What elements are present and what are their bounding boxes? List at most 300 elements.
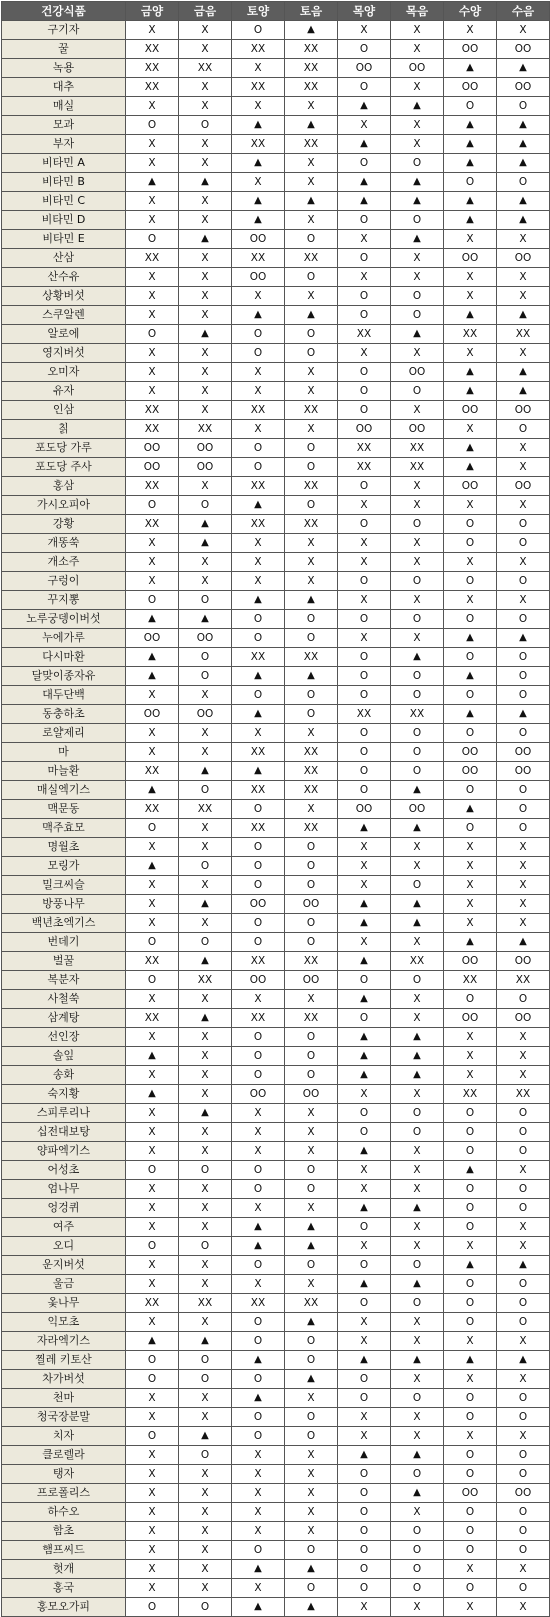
suitability-cell: X xyxy=(126,572,179,591)
suitability-cell: X xyxy=(391,135,444,154)
suitability-cell: XX xyxy=(338,439,391,458)
table-row xyxy=(2,762,550,781)
suitability-cell: X xyxy=(232,572,285,591)
suitability-cell: X xyxy=(126,1522,179,1541)
suitability-cell: O xyxy=(391,686,444,705)
suitability-cell: ▲ xyxy=(232,496,285,515)
suitability-cell: O xyxy=(285,344,338,363)
food-name-cell: 찔레 키토산 xyxy=(2,1351,126,1370)
suitability-cell: ▲ xyxy=(338,914,391,933)
suitability-cell: O xyxy=(338,648,391,667)
suitability-cell: X xyxy=(232,1199,285,1218)
suitability-cell: O xyxy=(444,1123,497,1142)
suitability-cell: X xyxy=(126,1484,179,1503)
suitability-cell: OO xyxy=(444,1484,497,1503)
suitability-cell: O xyxy=(497,420,550,439)
table-row xyxy=(2,154,550,173)
suitability-cell: O xyxy=(338,363,391,382)
table-row xyxy=(2,743,550,762)
suitability-cell: O xyxy=(285,458,338,477)
suitability-cell: O xyxy=(232,876,285,895)
suitability-cell: O xyxy=(232,914,285,933)
suitability-cell: O xyxy=(285,1028,338,1047)
table-row xyxy=(2,914,550,933)
suitability-cell: ▲ xyxy=(179,173,232,192)
suitability-cell: ▲ xyxy=(232,306,285,325)
food-name-cell: 명월초 xyxy=(2,838,126,857)
suitability-cell: O xyxy=(179,591,232,610)
food-name-cell: 차가버섯 xyxy=(2,1370,126,1389)
suitability-cell: X xyxy=(126,1560,179,1579)
suitability-cell: O xyxy=(391,1522,444,1541)
table-row xyxy=(2,1427,550,1446)
suitability-cell: X xyxy=(126,1313,179,1332)
suitability-cell: X xyxy=(179,78,232,97)
suitability-cell: OO xyxy=(126,705,179,724)
suitability-cell: X xyxy=(497,1332,550,1351)
table-row xyxy=(2,192,550,211)
suitability-cell: XX xyxy=(285,135,338,154)
suitability-cell: XX xyxy=(232,477,285,496)
suitability-cell: X xyxy=(179,743,232,762)
suitability-cell: O xyxy=(285,914,338,933)
suitability-cell: O xyxy=(285,1332,338,1351)
suitability-cell: O xyxy=(391,762,444,781)
food-name-cell: 어성초 xyxy=(2,1161,126,1180)
suitability-cell: O xyxy=(232,1332,285,1351)
suitability-cell: X xyxy=(338,344,391,363)
suitability-cell: X xyxy=(126,344,179,363)
suitability-cell: XX xyxy=(285,515,338,534)
suitability-cell: O xyxy=(497,1408,550,1427)
suitability-cell: ▲ xyxy=(179,952,232,971)
food-name-cell: 복분자 xyxy=(2,971,126,990)
suitability-cell: X xyxy=(126,1579,179,1598)
suitability-cell: X xyxy=(497,287,550,306)
suitability-cell: X xyxy=(285,1104,338,1123)
suitability-cell: X xyxy=(179,154,232,173)
suitability-cell: OO xyxy=(391,800,444,819)
suitability-cell: O xyxy=(338,40,391,59)
suitability-cell: X xyxy=(391,1009,444,1028)
suitability-cell: X xyxy=(391,116,444,135)
suitability-cell: O xyxy=(285,857,338,876)
suitability-cell: X xyxy=(338,1313,391,1332)
table-row xyxy=(2,895,550,914)
food-name-cell: 송화 xyxy=(2,1066,126,1085)
suitability-cell: XX xyxy=(232,40,285,59)
food-name-cell: 매실엑기스 xyxy=(2,781,126,800)
suitability-cell: X xyxy=(497,553,550,572)
suitability-cell: O xyxy=(444,1522,497,1541)
suitability-cell: X xyxy=(391,40,444,59)
suitability-cell: O xyxy=(232,1541,285,1560)
suitability-cell: O xyxy=(391,971,444,990)
suitability-cell: X xyxy=(391,1503,444,1522)
food-name-cell: 달맞이종자유 xyxy=(2,667,126,686)
suitability-cell: O xyxy=(391,1294,444,1313)
suitability-cell: O xyxy=(232,325,285,344)
suitability-cell: X xyxy=(285,382,338,401)
table-row xyxy=(2,1370,550,1389)
food-name-cell: 솔잎 xyxy=(2,1047,126,1066)
suitability-cell: O xyxy=(285,1408,338,1427)
suitability-cell: ▲ xyxy=(338,895,391,914)
table-row xyxy=(2,59,550,78)
suitability-cell: ▲ xyxy=(285,1237,338,1256)
food-name-cell: 꾸지뽕 xyxy=(2,591,126,610)
suitability-cell: XX xyxy=(126,78,179,97)
suitability-cell: O xyxy=(232,800,285,819)
suitability-cell: O xyxy=(444,1579,497,1598)
suitability-cell: XX xyxy=(179,800,232,819)
suitability-cell: XX xyxy=(285,819,338,838)
suitability-cell: X xyxy=(232,1522,285,1541)
suitability-cell: X xyxy=(338,933,391,952)
suitability-cell: X xyxy=(338,1085,391,1104)
food-name-cell: 비타민 E xyxy=(2,230,126,249)
suitability-cell: X xyxy=(126,306,179,325)
suitability-cell: X xyxy=(497,1370,550,1389)
suitability-cell: X xyxy=(391,1180,444,1199)
table-row xyxy=(2,1560,550,1579)
suitability-cell: X xyxy=(126,1389,179,1408)
suitability-cell: XX xyxy=(497,1085,550,1104)
suitability-cell: OO xyxy=(232,895,285,914)
suitability-cell: O xyxy=(338,1541,391,1560)
suitability-cell: X xyxy=(179,819,232,838)
suitability-cell: O xyxy=(338,1579,391,1598)
suitability-cell: O xyxy=(179,648,232,667)
suitability-cell: O xyxy=(444,534,497,553)
suitability-cell: O xyxy=(444,97,497,116)
suitability-cell: O xyxy=(391,1560,444,1579)
suitability-cell: X xyxy=(497,21,550,40)
suitability-cell: XX xyxy=(126,515,179,534)
table-row xyxy=(2,21,550,40)
suitability-cell: O xyxy=(338,1104,391,1123)
suitability-cell: OO xyxy=(232,268,285,287)
suitability-cell: XX xyxy=(444,971,497,990)
suitability-cell: O xyxy=(497,1313,550,1332)
suitability-cell: O xyxy=(391,1465,444,1484)
suitability-cell: ▲ xyxy=(391,1199,444,1218)
table-row xyxy=(2,610,550,629)
suitability-cell: OO xyxy=(444,401,497,420)
suitability-cell: X xyxy=(126,1199,179,1218)
suitability-cell: X xyxy=(179,306,232,325)
suitability-cell: X xyxy=(444,344,497,363)
suitability-cell: X xyxy=(391,534,444,553)
suitability-cell: O xyxy=(444,724,497,743)
suitability-cell: O xyxy=(497,1104,550,1123)
suitability-cell: X xyxy=(179,572,232,591)
suitability-cell: O xyxy=(444,1541,497,1560)
suitability-cell: ▲ xyxy=(444,116,497,135)
suitability-cell: X xyxy=(232,534,285,553)
suitability-cell: X xyxy=(285,553,338,572)
suitability-cell: XX xyxy=(179,59,232,78)
suitability-cell: O xyxy=(444,515,497,534)
suitability-cell: X xyxy=(444,496,497,515)
suitability-cell: X xyxy=(338,591,391,610)
suitability-cell: ▲ xyxy=(179,230,232,249)
food-name-cell: 부자 xyxy=(2,135,126,154)
suitability-cell: ▲ xyxy=(497,306,550,325)
suitability-cell: O xyxy=(444,1218,497,1237)
table-row xyxy=(2,1294,550,1313)
suitability-cell: O xyxy=(232,344,285,363)
suitability-cell: O xyxy=(179,1446,232,1465)
suitability-cell: ▲ xyxy=(444,135,497,154)
suitability-cell: O xyxy=(126,1427,179,1446)
suitability-cell: X xyxy=(179,1579,232,1598)
suitability-cell: X xyxy=(179,876,232,895)
suitability-cell: O xyxy=(444,1408,497,1427)
suitability-cell: X xyxy=(179,287,232,306)
suitability-cell: X xyxy=(126,914,179,933)
table-row xyxy=(2,1275,550,1294)
suitability-cell: O xyxy=(338,1370,391,1389)
suitability-cell: X xyxy=(497,1161,550,1180)
suitability-cell: OO xyxy=(444,952,497,971)
suitability-cell: ▲ xyxy=(391,1047,444,1066)
food-name-cell: 익모초 xyxy=(2,1313,126,1332)
table-row xyxy=(2,1446,550,1465)
suitability-cell: XX xyxy=(285,648,338,667)
suitability-cell: X xyxy=(126,895,179,914)
suitability-cell: ▲ xyxy=(444,59,497,78)
food-name-cell: 알로에 xyxy=(2,325,126,344)
suitability-cell: X xyxy=(391,78,444,97)
suitability-cell: ▲ xyxy=(391,1484,444,1503)
suitability-cell: O xyxy=(126,1598,179,1617)
table-row xyxy=(2,1522,550,1541)
suitability-cell: O xyxy=(126,1351,179,1370)
food-name-cell: 누에가루 xyxy=(2,629,126,648)
suitability-cell: X xyxy=(232,1465,285,1484)
suitability-cell: O xyxy=(285,1256,338,1275)
header-health-food: 건강식품 xyxy=(2,2,126,21)
suitability-cell: O xyxy=(444,1503,497,1522)
table-row xyxy=(2,876,550,895)
suitability-cell: O xyxy=(232,1408,285,1427)
table-row xyxy=(2,40,550,59)
table-row xyxy=(2,1085,550,1104)
suitability-cell: X xyxy=(126,211,179,230)
suitability-cell: OO xyxy=(497,1484,550,1503)
suitability-cell: O xyxy=(338,1522,391,1541)
food-name-cell: 하수오 xyxy=(2,1503,126,1522)
suitability-cell: ▲ xyxy=(232,1389,285,1408)
suitability-cell: O xyxy=(391,1579,444,1598)
suitability-cell: O xyxy=(285,439,338,458)
suitability-cell: ▲ xyxy=(285,192,338,211)
suitability-cell: OO xyxy=(285,971,338,990)
suitability-cell: X xyxy=(497,876,550,895)
suitability-cell: X xyxy=(232,553,285,572)
suitability-cell: ▲ xyxy=(338,135,391,154)
suitability-cell: XX xyxy=(232,781,285,800)
suitability-cell: ▲ xyxy=(179,325,232,344)
suitability-cell: X xyxy=(126,838,179,857)
suitability-cell: O xyxy=(391,1123,444,1142)
suitability-cell: O xyxy=(497,1465,550,1484)
suitability-cell: X xyxy=(444,591,497,610)
suitability-cell: O xyxy=(285,876,338,895)
suitability-cell: X xyxy=(391,1408,444,1427)
suitability-cell: X xyxy=(338,1427,391,1446)
suitability-cell: ▲ xyxy=(444,382,497,401)
suitability-cell: O xyxy=(232,1047,285,1066)
suitability-cell: ▲ xyxy=(338,1199,391,1218)
food-name-cell: 프로폴리스 xyxy=(2,1484,126,1503)
suitability-cell: XX xyxy=(391,705,444,724)
suitability-cell: X xyxy=(497,1237,550,1256)
suitability-cell: ▲ xyxy=(285,1560,338,1579)
suitability-cell: ▲ xyxy=(497,135,550,154)
suitability-cell: O xyxy=(285,705,338,724)
suitability-cell: XX xyxy=(126,249,179,268)
suitability-cell: ▲ xyxy=(126,781,179,800)
table-row xyxy=(2,1313,550,1332)
table-row xyxy=(2,667,550,686)
suitability-cell: O xyxy=(497,781,550,800)
table-row xyxy=(2,952,550,971)
table-row xyxy=(2,1256,550,1275)
suitability-cell: X xyxy=(126,1256,179,1275)
suitability-cell: ▲ xyxy=(497,1256,550,1275)
food-name-cell: 선인장 xyxy=(2,1028,126,1047)
suitability-cell: O xyxy=(126,116,179,135)
suitability-cell: O xyxy=(391,667,444,686)
suitability-cell: OO xyxy=(232,230,285,249)
suitability-cell: O xyxy=(232,1427,285,1446)
table-row xyxy=(2,1180,550,1199)
suitability-cell: X xyxy=(497,458,550,477)
suitability-cell: X xyxy=(126,192,179,211)
suitability-cell: O xyxy=(232,857,285,876)
suitability-cell: O xyxy=(497,97,550,116)
table-row xyxy=(2,800,550,819)
suitability-cell: X xyxy=(232,382,285,401)
suitability-cell: X xyxy=(232,1104,285,1123)
suitability-cell: X xyxy=(285,1275,338,1294)
suitability-cell: O xyxy=(232,21,285,40)
suitability-cell: O xyxy=(444,1104,497,1123)
suitability-cell: XX xyxy=(126,1294,179,1313)
suitability-cell: X xyxy=(285,97,338,116)
suitability-cell: O xyxy=(444,1180,497,1199)
suitability-cell: XX xyxy=(285,401,338,420)
suitability-cell: X xyxy=(444,1028,497,1047)
suitability-cell: ▲ xyxy=(285,667,338,686)
suitability-cell: ▲ xyxy=(391,1275,444,1294)
suitability-cell: X xyxy=(391,268,444,287)
table-row xyxy=(2,781,550,800)
suitability-cell: OO xyxy=(444,762,497,781)
suitability-cell: O xyxy=(391,1256,444,1275)
food-name-cell: 청국장분말 xyxy=(2,1408,126,1427)
suitability-cell: ▲ xyxy=(232,1598,285,1617)
food-name-cell: 포도당 주사 xyxy=(2,458,126,477)
suitability-cell: X xyxy=(179,1085,232,1104)
suitability-cell: ▲ xyxy=(179,534,232,553)
suitability-cell: O xyxy=(444,1294,497,1313)
table-row xyxy=(2,363,550,382)
suitability-cell: O xyxy=(497,1142,550,1161)
suitability-cell: X xyxy=(497,1066,550,1085)
suitability-cell: ▲ xyxy=(497,705,550,724)
suitability-cell: X xyxy=(444,268,497,287)
suitability-cell: X xyxy=(497,1047,550,1066)
table-row xyxy=(2,477,550,496)
suitability-cell: ▲ xyxy=(338,1047,391,1066)
suitability-cell: ▲ xyxy=(497,1351,550,1370)
suitability-cell: O xyxy=(444,648,497,667)
food-name-cell: 맥주효모 xyxy=(2,819,126,838)
suitability-cell: ▲ xyxy=(126,610,179,629)
suitability-cell: X xyxy=(179,1465,232,1484)
suitability-cell: O xyxy=(232,933,285,952)
table-row xyxy=(2,591,550,610)
suitability-cell: XX xyxy=(444,1085,497,1104)
food-name-cell: 개소주 xyxy=(2,553,126,572)
suitability-cell: X xyxy=(444,21,497,40)
suitability-cell: O xyxy=(285,1351,338,1370)
suitability-cell: X xyxy=(126,534,179,553)
suitability-cell: O xyxy=(338,1294,391,1313)
table-row xyxy=(2,325,550,344)
food-name-cell: 비타민 B xyxy=(2,173,126,192)
suitability-cell: X xyxy=(179,211,232,230)
suitability-cell: X xyxy=(179,1256,232,1275)
suitability-cell: XX xyxy=(126,40,179,59)
food-name-cell: 비타민 A xyxy=(2,154,126,173)
suitability-cell: O xyxy=(497,686,550,705)
food-name-cell: 녹용 xyxy=(2,59,126,78)
suitability-cell: X xyxy=(179,192,232,211)
suitability-cell: X xyxy=(338,1598,391,1617)
suitability-cell: X xyxy=(391,933,444,952)
suitability-cell: X xyxy=(338,1237,391,1256)
suitability-cell: X xyxy=(285,800,338,819)
suitability-cell: OO xyxy=(444,1009,497,1028)
suitability-cell: O xyxy=(285,1541,338,1560)
suitability-cell: X xyxy=(444,1066,497,1085)
suitability-cell: ▲ xyxy=(285,116,338,135)
suitability-cell: O xyxy=(232,1256,285,1275)
table-row xyxy=(2,1237,550,1256)
suitability-cell: X xyxy=(497,895,550,914)
table-row xyxy=(2,572,550,591)
food-name-cell: 모링가 xyxy=(2,857,126,876)
suitability-cell: X xyxy=(285,420,338,439)
suitability-cell: X xyxy=(126,1465,179,1484)
suitability-cell: O xyxy=(444,1142,497,1161)
suitability-cell: X xyxy=(179,382,232,401)
suitability-cell: X xyxy=(285,173,338,192)
suitability-cell: X xyxy=(126,97,179,116)
suitability-cell: OO xyxy=(179,458,232,477)
suitability-cell: X xyxy=(444,1427,497,1446)
suitability-cell: O xyxy=(126,933,179,952)
suitability-cell: O xyxy=(232,838,285,857)
suitability-cell: X xyxy=(497,1218,550,1237)
food-name-cell: 인삼 xyxy=(2,401,126,420)
suitability-cell: OO xyxy=(444,40,497,59)
suitability-cell: X xyxy=(179,1123,232,1142)
